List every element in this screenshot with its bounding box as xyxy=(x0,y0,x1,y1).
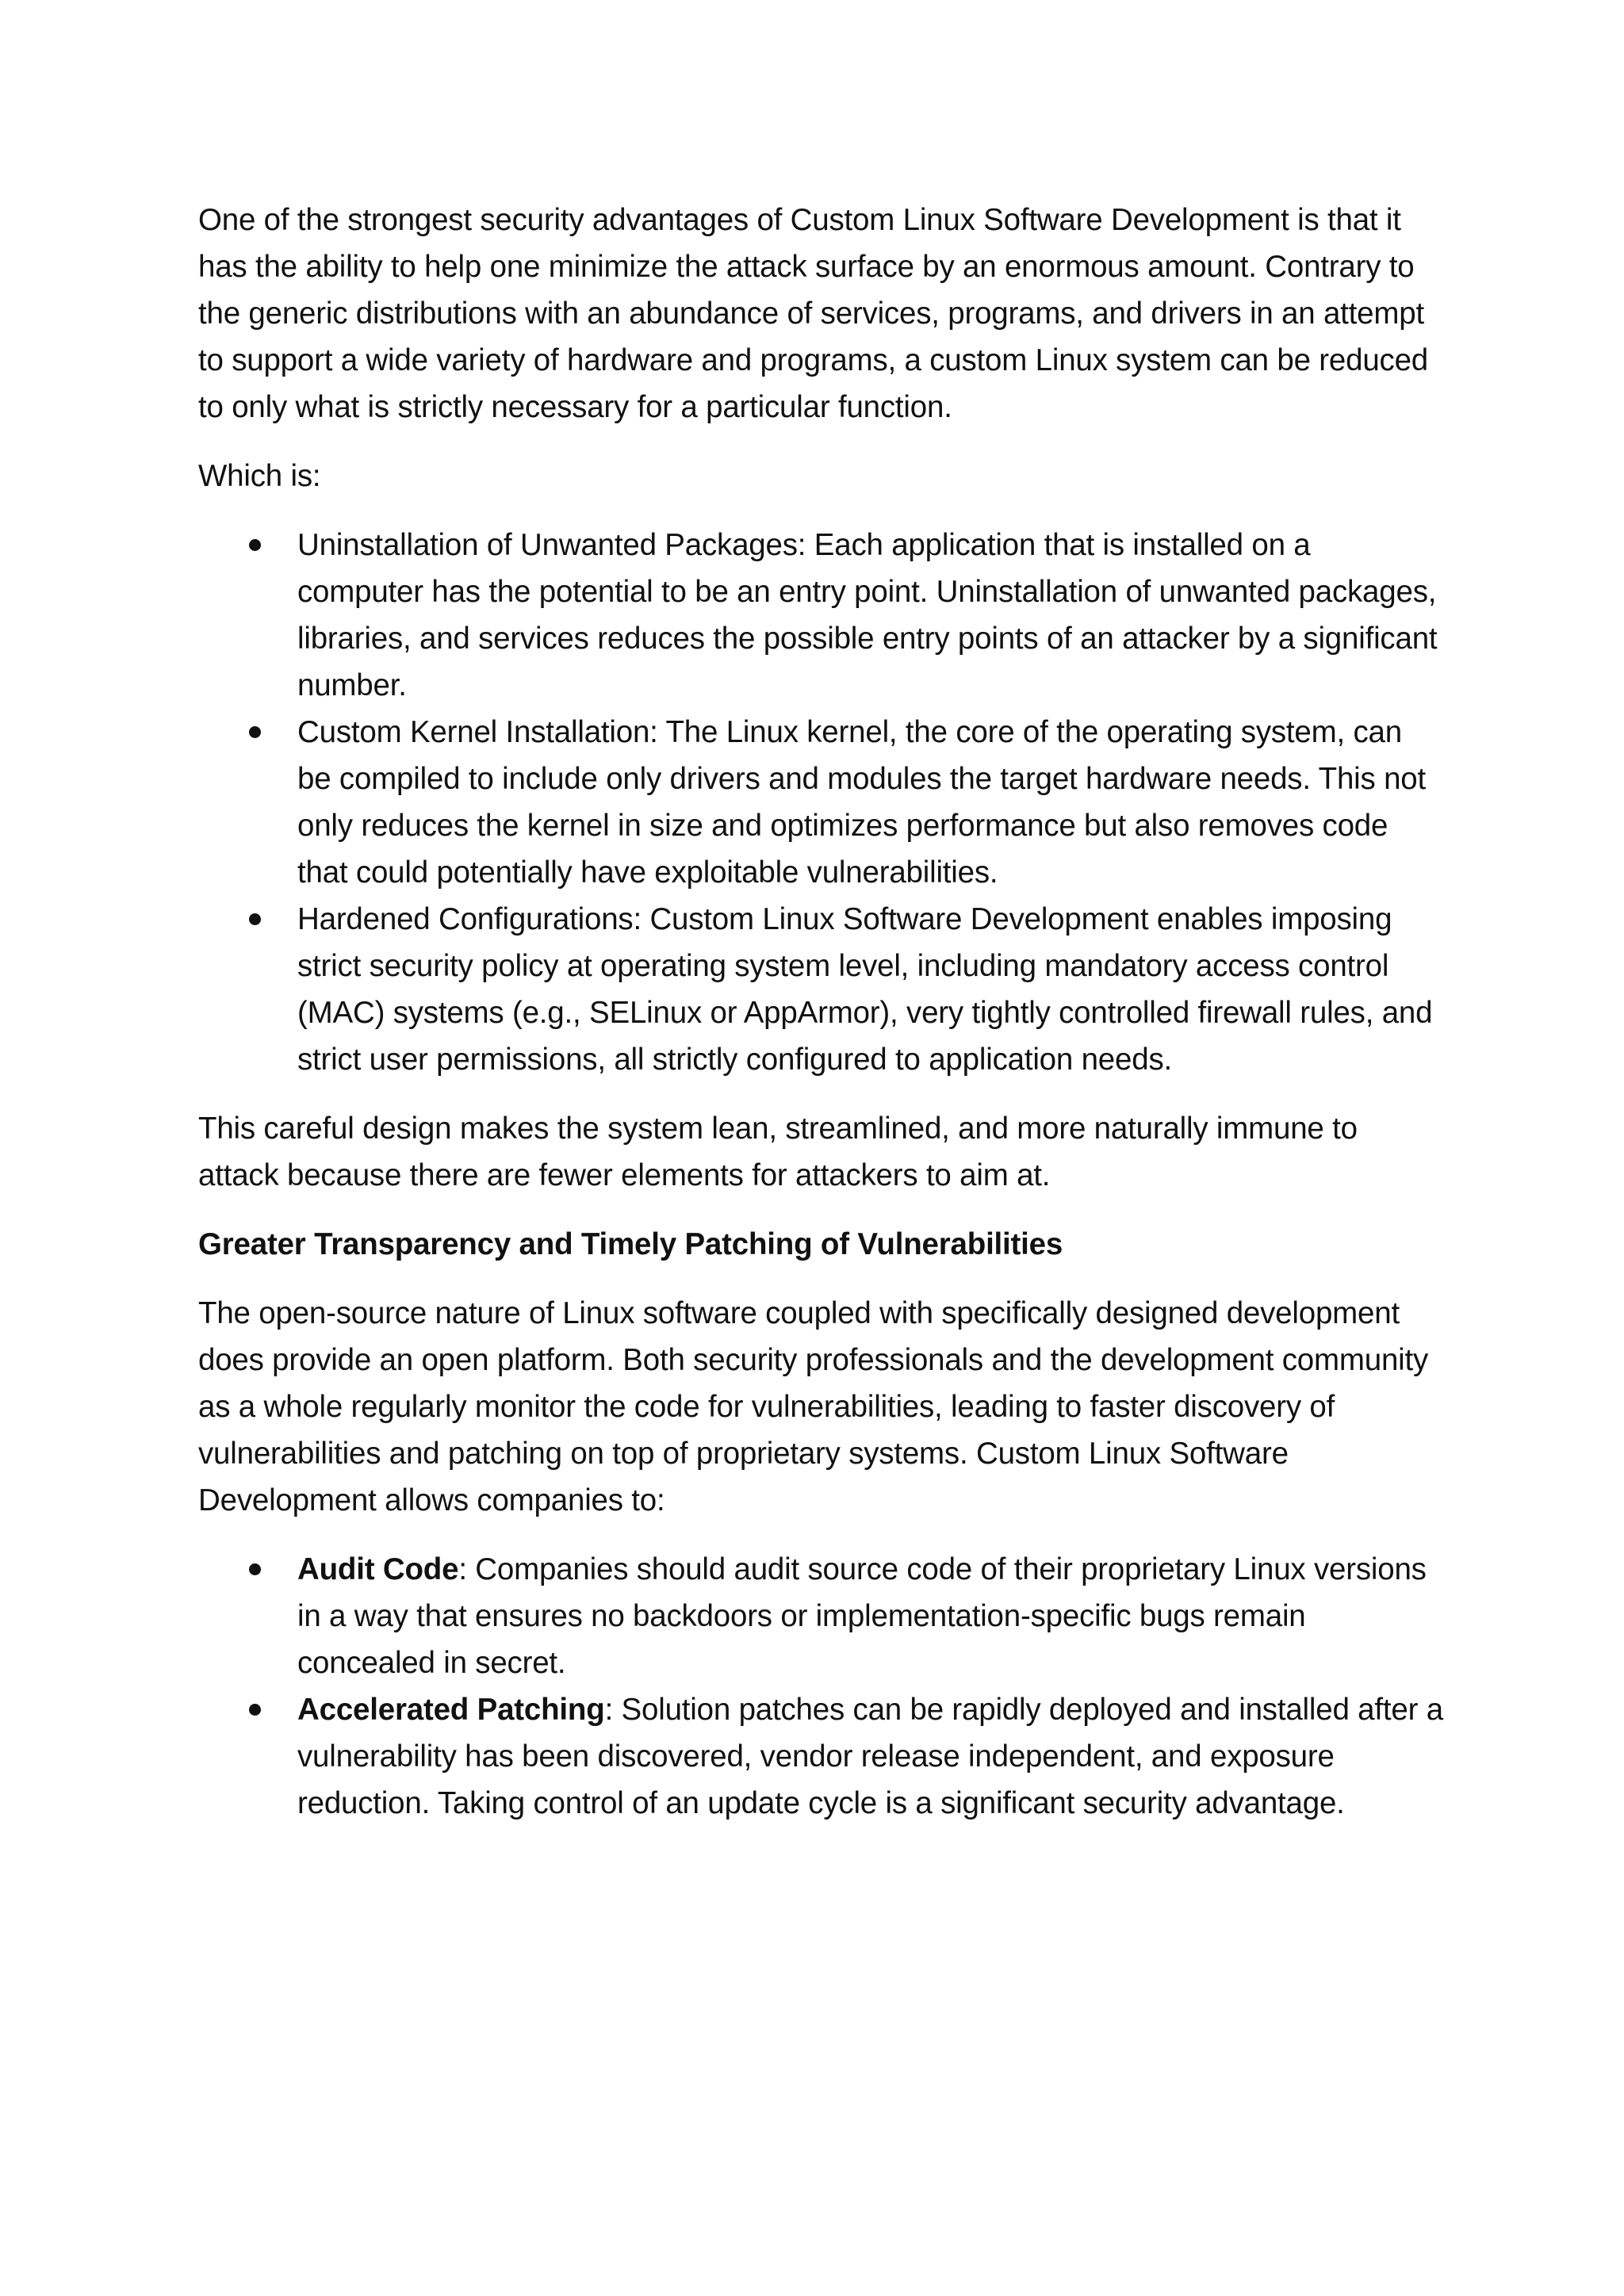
open-source-paragraph: The open-source nature of Linux software coupled with specifically designed development does provide an open platform. Both security professionals and the development community as a whole regularly monitor the code for vulnerabilities, leading to faster discovery of vulnerabilities and patching on top of proprietary systems. Custom Linux Software Development allows companies to: xyxy=(198,1296,1429,1517)
bullet-icon xyxy=(249,1704,261,1716)
bullet-icon xyxy=(249,1563,261,1575)
bullet-icon xyxy=(249,913,261,925)
list-item xyxy=(198,522,1443,709)
intro-paragraph: One of the strongest security advantages of Custom Linux Software Development is that it has the ability to help one minimize the attack surface by an enormous amount. Contrary to the generic distributions with an abundance of services, programs, and drivers in an attempt to support a wide variety of hardware and programs, a custom Linux system can be reduced to only what is strictly necessary for a particular function. xyxy=(198,203,1429,424)
list-item xyxy=(198,896,1443,1083)
attack-surface-list xyxy=(198,522,1443,1083)
which-is-paragraph: Which is: xyxy=(198,459,321,493)
list-item xyxy=(198,1546,1443,1686)
bullet-icon xyxy=(249,539,261,551)
list-item-text: Custom Kernel Installation: The Linux kernel, the core of the operating system, can be compiled to include only drivers and modules the target hardware needs. This not only reduces the kernel in size and optimizes performance but also removes code that could potentially have exploitable vulnerabilities. xyxy=(297,715,1426,890)
list-item-term: Accelerated Patching xyxy=(297,1693,605,1727)
list-item-text: Uninstallation of Unwanted Packages: Each application that is installed on a computer has the potential to be an entry point. Uninstallation of unwanted packages, libraries, and services reduces the possible entry points of an attacker by a significant number. xyxy=(297,528,1438,702)
list-item-text: : Solution patches can be rapidly deployed and installed after a vulnerability has been discovered, vendor release independent, and exposure reduction. Taking control of an update cycle is a significant security advantage. xyxy=(297,1693,1443,1820)
design-paragraph: This careful design makes the system lean, streamlined, and more naturally immune to attack because there are fewer elements for attackers to aim at. xyxy=(198,1112,1358,1192)
bullet-icon xyxy=(249,726,261,738)
list-item xyxy=(198,1686,1443,1827)
section-heading: Greater Transparency and Timely Patching of Vulnerabilities xyxy=(198,1227,1063,1261)
companies-list xyxy=(198,1546,1443,1827)
list-item-text: Hardened Configurations: Custom Linux Software Development enables imposing strict security policy at operating system level, including mandatory access control (MAC) systems (e.g., SELinux or AppArmor), very tightly controlled firewall rules, and strict user permissions, all strictly configured to application needs. xyxy=(297,902,1433,1077)
document-body xyxy=(198,197,1443,1849)
list-item-term: Audit Code xyxy=(297,1552,459,1586)
list-item xyxy=(198,709,1443,896)
list-item-text: : Companies should audit source code of their proprietary Linux versions in a way that ensures no backdoors or implementation-specific bugs remain concealed in secret. xyxy=(297,1552,1427,1680)
